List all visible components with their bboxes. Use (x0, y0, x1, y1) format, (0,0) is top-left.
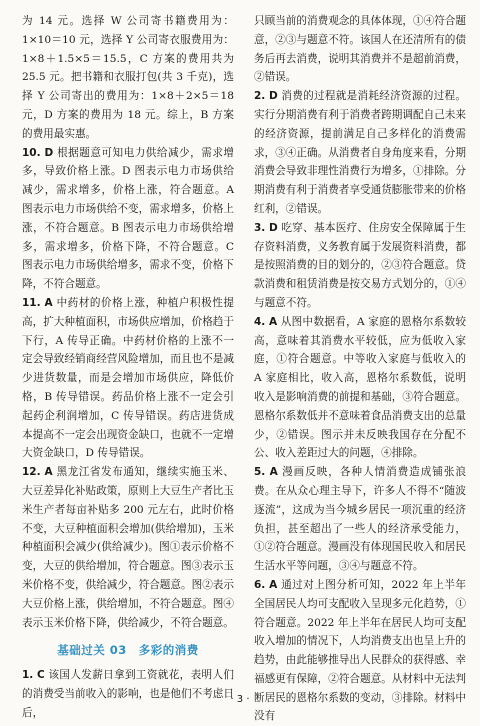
question-number: 11. (22, 296, 41, 309)
question-number: 6. (254, 578, 266, 591)
question-number: 10. (22, 146, 41, 159)
answer-q10 (22, 144, 234, 294)
q1-continuation: 只顾当前的消费观念的具体体现，①④符合题意，②③与题意不符。该国人在还清所有的债务后再去消费，说明其消费并不是超前消费，②错误。 (254, 15, 466, 84)
explanation-text: 通过对上图分析可知，2022 年上半年全国居民人均可支配收入呈现多元化趋势，①符合题意。2022 年上半年在居民人均可支配收入增加的情况下，人均消费支出也呈上升的趋势，由此能够推导出人民群众的获得感、幸福感更有保障，②符合题意。从材料中无法判断居民的恩格尔系数的变动，③排除。材料中没有 (254, 578, 467, 723)
answer-q11 (22, 294, 234, 463)
explanation-text: 中药材的价格上涨，种植户积极性提高，扩大种植面积，市场供应增加，价格趋于下行，A 传导正确。中药材价格的上涨不一定会导致经销商经营风险增加，而且也不是减少进货数量，而是会增加市场供应，降低价格，B 传导错误。药品价格上涨不一定会引起药企利润增加，C 传导错误。药店进货成本提高不一定会出现资金缺口，也就不一定增大资金缺口，D 传导错误。 (22, 296, 235, 460)
explanation-text: 从图中数据看，A 家庭的恩格尔系数较高，意味着其消费水平较低，应为低收入家庭，①符合题意。中等收入家庭与低收入的 A 家庭相比，收入高，恩格尔系数低，说明收入是影响消费的前提和基础，③符合题意。恩格尔系数低并不意味着食品消费支出的总量少，②错误。图示并未反映我国存在分配不公、收入差距过大的问题，④排除。 (254, 315, 466, 460)
answer-q2 (254, 87, 466, 219)
explanation-text: 黑龙江省发布通知，继续实施玉米、大豆差异化补贴政策，原则上大豆生产者比玉米生产者每亩补贴多 200 元左右，此时价格不变，大豆种植面积会增加(供给增加)，玉米种植面积会减少(供给减少)。图①表示价格不变，大豆的供给增加，符合题意。图③表示玉米价格不变，供给减少，符合题意。图②表示大豆价格上涨，供给增加，不符合题意。图④表示玉米价格下降，供给减少，不符合题意。 (22, 466, 235, 629)
section-title: 基础过关 03 多彩的消费 (57, 643, 199, 658)
question-number: 1. (22, 669, 34, 682)
left-column (22, 12, 234, 726)
question-number: 2. (254, 90, 266, 103)
answer-letter: D (268, 221, 278, 234)
answer-letter: D (44, 146, 54, 159)
explanation-text: 根据题意可知电力供给减少，需求增多，导致价格上涨。D 图表示电力市场供给减少，需求增多，价格上涨，符合题意。A 图表示电力市场供给不变，需求增多，价格上涨，不符合题意。B 图表示电力市场供给增多，需求增多，价格下降，不符合题意。C 图表示电力市场供给增多，需求不变，价格下降，不符合题意。 (22, 146, 235, 291)
answer-letter: A (44, 466, 53, 479)
right-column (254, 12, 466, 726)
answer-q5 (254, 463, 466, 576)
q9-continuation: 为 14 元。选择 W 公司寄书籍费用为：1×10＝10 元，选择 Y 公司寄衣服费用为：1×8＋1.5×5＝15.5，C 方案的费用共为 25.5 元。把书籍和衣服打包(共 3 千克)，选择 Y 公司寄出的费用为：1×8＋2×5＝18 元，D 方案的费用为 18 元。综上，B 方案的费用最实惠。 (22, 15, 234, 140)
explanation-text: 吃穿、基本医疗、住房安全保障属于生存资料消费，义务教育属于发展资料消费，都是按照消费的目的划分的，②③符合题意。贷款消费和租赁消费是按交易方式划分的，①④与题意不符。 (254, 221, 466, 309)
page-number: · 3 · (230, 694, 250, 705)
question-number: 5. (254, 466, 266, 479)
answer-q3 (254, 219, 466, 313)
question-number: 12. (22, 466, 41, 479)
answer-letter: A (268, 315, 278, 328)
answer-letter: C (37, 669, 45, 682)
explanation-text: 漫画反映，各种人情消费造成铺张浪费。在从众心理主导下，许多人不得不“随波逐流”，这成为当今城乡居民一项沉重的经济负担，甚至超出了一些人的经济承受能力，①②符合题意。漫画没有体现国民收入和居民生活水平等问题，③④与题意不符。 (254, 466, 466, 573)
question-number: 3. (254, 221, 266, 234)
answer-letter: A (269, 578, 278, 591)
question-number: 4. (254, 315, 266, 328)
explanation-text: 消费的过程就是消耗经济资源的过程。实行分期消费有利于消费者跨期调配自己未来的经济资源，提前满足自己多样化的消费需求，③④正确。从消费者自身角度来看，分期消费会导致非理性消费行为增多，①排除。分期消费有利于消费者享受通货膨胀带来的价格红利，②错误。 (254, 90, 466, 215)
two-column-layout (22, 12, 466, 726)
answer-q4 (254, 313, 466, 463)
answer-q12 (22, 463, 234, 632)
answer-letter: A (44, 296, 53, 309)
answer-letter: A (269, 466, 278, 479)
explanation-text: 该国人发薪日拿到工资就花，表明人们的消费受当前收入的影响，也是他们不考虑日后， (22, 669, 235, 719)
answer-letter: D (268, 90, 278, 103)
